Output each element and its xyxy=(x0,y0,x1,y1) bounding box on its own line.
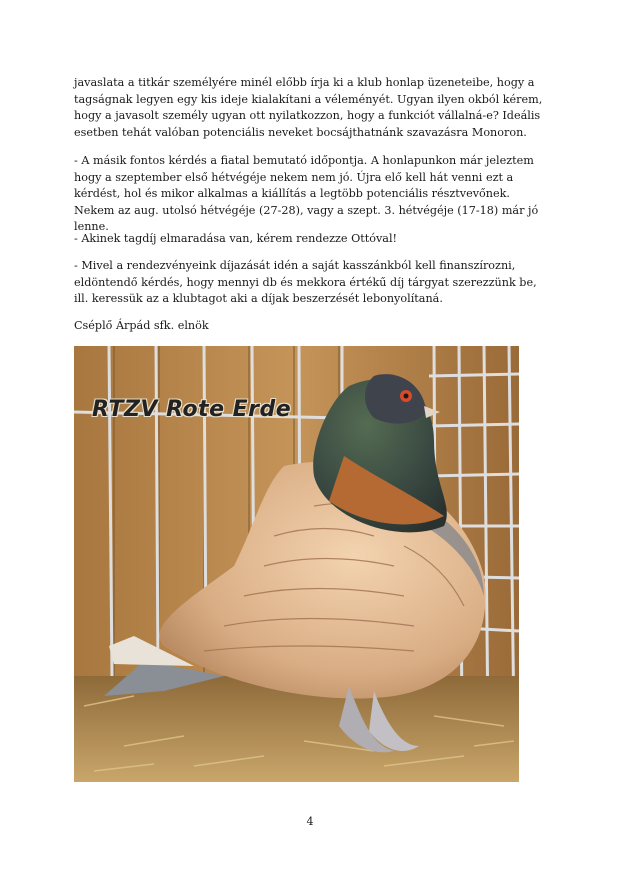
paragraph-fiatal-bemutato xyxy=(74,153,552,236)
signature-text: Cséplő Árpád sfk. elnök xyxy=(74,319,209,332)
paragraph-text: javaslata a titkár személyére minél előbb írja ki a klub honlap üzeneteibe, hogy a tagságnak legyen egy kis ideje kialakítani a véleményét. Ugyan ilyen okból kérem, hogy a javasolt személy ugyan ott nyilatkozzon, hogy a funkciót vállalná-e? Ideális esetben tehát valóban potenciális neveket bocsájthatnánk szavazásra Monoron. xyxy=(74,76,543,139)
photo-caption: RTZV Rote Erde xyxy=(92,397,292,422)
paragraph-text: - Mivel a rendezvényeink díjazását idén a saját kasszánkból kell finanszírozni, eldöntendő kérdés, hogy mennyi db és mekkora értékű díj tárgyat szerezzünk be, ill. keressük az a klubtagot aki a díjak beszerzését lebonyolítaná. xyxy=(74,259,537,306)
paragraph-text: - Akinek tagdíj elmaradása van, kérem rendezze Ottóval! xyxy=(74,232,398,245)
paragraph-tagdij xyxy=(74,231,552,248)
signature xyxy=(74,318,552,335)
paragraph-text: - A másik fontos kérdés a fiatal bemutató időpontja. A honlapunkon már jeleztem hogy a szeptember első hétvégéje nekem nem jó. Újra elő kell hát venni ezt a kérdést, hol és mikor alkalmas a kiállítás a legtöbb potenciális résztvevőnek. Nekem az aug. utolsó hétvégéje (27-28), vagy a szept. 3. hétvégéje (17-18) már jó lenne. xyxy=(74,154,539,234)
paragraph-titkar-javaslat xyxy=(74,75,552,141)
paragraph-dijazas xyxy=(74,258,552,308)
page-number: 4 xyxy=(306,815,314,828)
